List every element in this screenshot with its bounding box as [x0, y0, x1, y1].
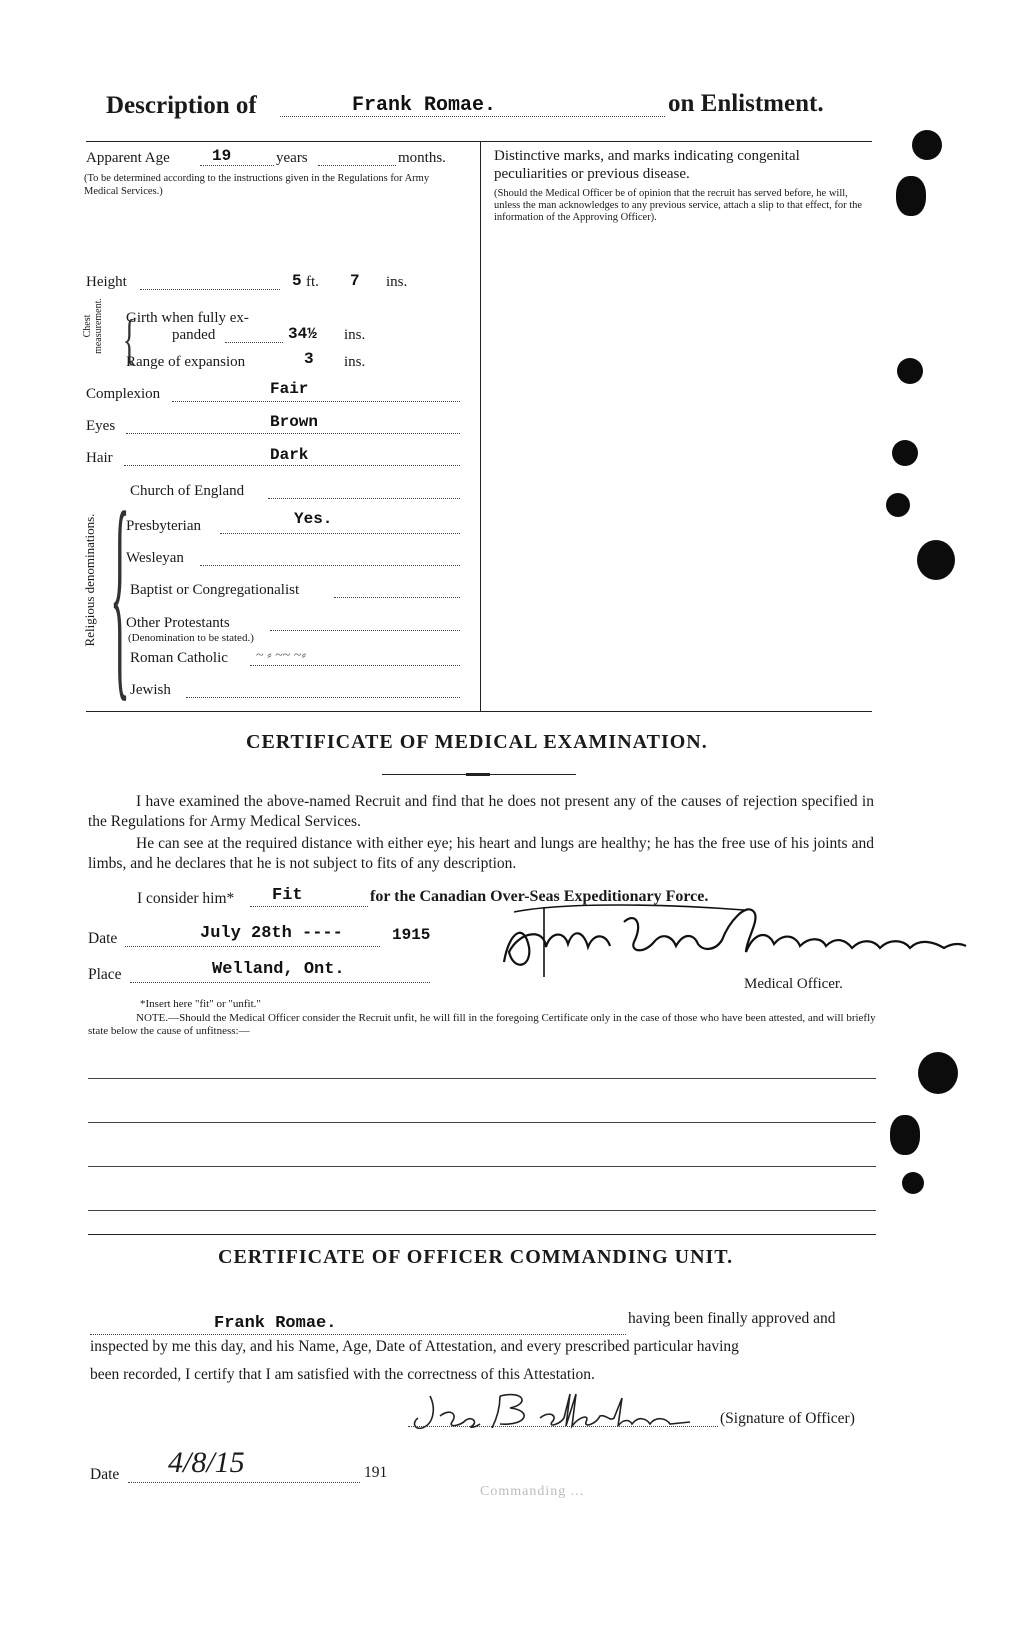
commanding-name-value: Frank Romae. [214, 1314, 337, 1333]
wesleyan-line [200, 565, 460, 566]
other-note: (Denomination to be stated.) [128, 632, 254, 644]
table-center-divider [480, 141, 481, 711]
baptist-line [334, 597, 460, 598]
baptist: Baptist or Congregationalist [130, 582, 300, 598]
complexion-label: Complexion [86, 386, 161, 402]
complexion-value: Fair [270, 380, 309, 398]
chest-brace: { [122, 309, 137, 371]
range-value: 3 [304, 350, 314, 368]
commanding-year: 191 [364, 1464, 388, 1481]
age-value: 19 [212, 147, 232, 165]
eyes-label: Eyes [86, 418, 116, 434]
signature-of-officer-label: (Signature of Officer) [720, 1410, 855, 1427]
unfit-line-3 [88, 1166, 876, 1167]
medical-paragraph-1: I have examined the above-named Recruit and find that he does not present any of the causes of rejection specified in the Regulations for Army Medical Services. [88, 793, 874, 830]
place-label: Place [88, 966, 122, 983]
insert-note: *Insert here "fit" or "unfit." [140, 998, 261, 1010]
unfit-line-1 [88, 1078, 876, 1079]
unfit-line-4 [88, 1210, 876, 1211]
binder-hole [896, 176, 926, 216]
girth-label-1: Girth when fully ex- [126, 310, 249, 326]
medical-date-line [125, 946, 380, 947]
fit-line [250, 906, 368, 907]
officer-signature [400, 1388, 720, 1434]
approved-text: having been finally approved and [628, 1310, 836, 1327]
ins-label: ins. [386, 274, 408, 290]
commanding-date-label: Date [90, 1466, 120, 1483]
binder-hole [918, 1052, 958, 1094]
presbyterian: Presbyterian [126, 518, 201, 534]
binder-hole [890, 1115, 920, 1155]
church-of-england: Church of England [130, 483, 245, 499]
medical-certificate-title: CERTIFICATE OF MEDICAL EXAMINATION. [246, 731, 708, 753]
girth-ins: ins. [344, 327, 366, 343]
place-line [130, 982, 430, 983]
binder-hole [917, 540, 955, 580]
height-in-value: 7 [350, 272, 360, 290]
church-line [268, 498, 460, 499]
girth-line [225, 342, 283, 343]
header-prefix: Description of [106, 92, 257, 119]
medical-officer-signature [484, 892, 974, 982]
presbyterian-line [220, 533, 460, 534]
commanding-line-3: been recorded, I certify that I am satisfied with the correctness of this Attestation. [90, 1366, 595, 1383]
faded-stamp: Commanding ... [480, 1484, 585, 1499]
officer-signature-text: Jas. Ballantine [428, 1420, 434, 1421]
presbyterian-value: Yes. [294, 510, 333, 528]
medical-paragraph-2: He can see at the required distance with either eye; his heart and lungs are healthy; he has the free use of his joints and limbs, and he declares that he is not subject to fits of any description. [88, 835, 874, 872]
roman-catholic: Roman Catholic [130, 650, 228, 666]
ft-label: ft. [306, 274, 319, 290]
catholic-line [250, 665, 460, 666]
medical-officer-label: Medical Officer. [744, 976, 843, 992]
years-label: years [276, 150, 308, 166]
medical-title-rule-center [466, 773, 490, 776]
unfit-note: NOTE.—Should the Medical Officer consider the Recruit unfit, he will fill in the foregoing Certificate only in the case of those who have been attested, and will briefly state below the cause of unfitness:— [88, 1012, 876, 1037]
binder-hole [892, 440, 918, 466]
medical-date-year: 1915 [392, 926, 431, 944]
binder-hole [897, 358, 923, 384]
jewish: Jewish [130, 682, 171, 698]
hair-line [124, 465, 460, 466]
months-label: months. [398, 150, 446, 166]
religious-side-label: Religious denominations. [82, 513, 97, 647]
commanding-line-2: inspected by me this day, and his Name, Age, Date of Attestation, and every prescribed particular having [90, 1338, 739, 1355]
height-label: Height [86, 274, 127, 290]
binder-hole [912, 130, 942, 160]
binder-hole [886, 493, 910, 517]
months-line [318, 165, 396, 166]
table-top-border [86, 141, 872, 142]
commanding-date-line [128, 1482, 360, 1483]
girth-label-2: panded [172, 327, 216, 343]
age-line [200, 165, 274, 166]
unfit-line-2 [88, 1122, 876, 1123]
catholic-scribble: ~ ⸗ ~~ ~⸗ [256, 648, 307, 663]
binder-hole [902, 1172, 924, 1194]
place-value: Welland, Ont. [212, 960, 345, 979]
commanding-name-line [90, 1334, 626, 1335]
distinctive-marks: Distinctive marks, and marks indicating congenital peculiarities or previous disease. [494, 148, 800, 182]
chest-side-label: Chest measurement. [82, 298, 104, 354]
jewish-line [186, 697, 460, 698]
age-label: Apparent Age [86, 150, 170, 166]
wesleyan: Wesleyan [126, 550, 184, 566]
age-note: (To be determined according to the instructions given in the Regulations for Army Medical Services.) [84, 173, 430, 197]
other-line [270, 630, 460, 631]
range-ins: ins. [344, 354, 366, 370]
marks-note: (Should the Medical Officer be of opinion that the recruit has served before, he will, unless the man acknowledges to any previous service, attach a slip to that effect, for the information of the Approving Officer). [494, 188, 863, 223]
commanding-certificate-title: CERTIFICATE OF OFFICER COMMANDING UNIT. [218, 1246, 734, 1268]
medical-date-label: Date [88, 930, 118, 947]
eyes-line [126, 433, 460, 434]
consider-label: I consider him* [137, 890, 235, 907]
header-name: Frank Romae. [352, 94, 497, 117]
commanding-date-value: 4/8/15 [168, 1446, 245, 1479]
hair-value: Dark [270, 446, 309, 464]
hair-label: Hair [86, 450, 113, 466]
other-protestants: Other Protestants [126, 615, 230, 631]
table-bottom-border [86, 711, 872, 712]
religious-brace: { [110, 465, 130, 720]
section-divider [88, 1234, 876, 1235]
eyes-value: Brown [270, 413, 319, 431]
height-ft-value: 5 [292, 272, 302, 290]
range-label: Range of expansion [126, 354, 246, 370]
medical-date-value: July 28th ---- [200, 924, 343, 943]
height-line [140, 289, 280, 290]
girth-value: 34½ [288, 325, 317, 343]
fit-value: Fit [272, 886, 303, 905]
header-suffix: on Enlistment. [668, 90, 824, 117]
complexion-line [172, 401, 460, 402]
force-text: for the Canadian Over-Seas Expeditionary Force. [370, 888, 709, 905]
